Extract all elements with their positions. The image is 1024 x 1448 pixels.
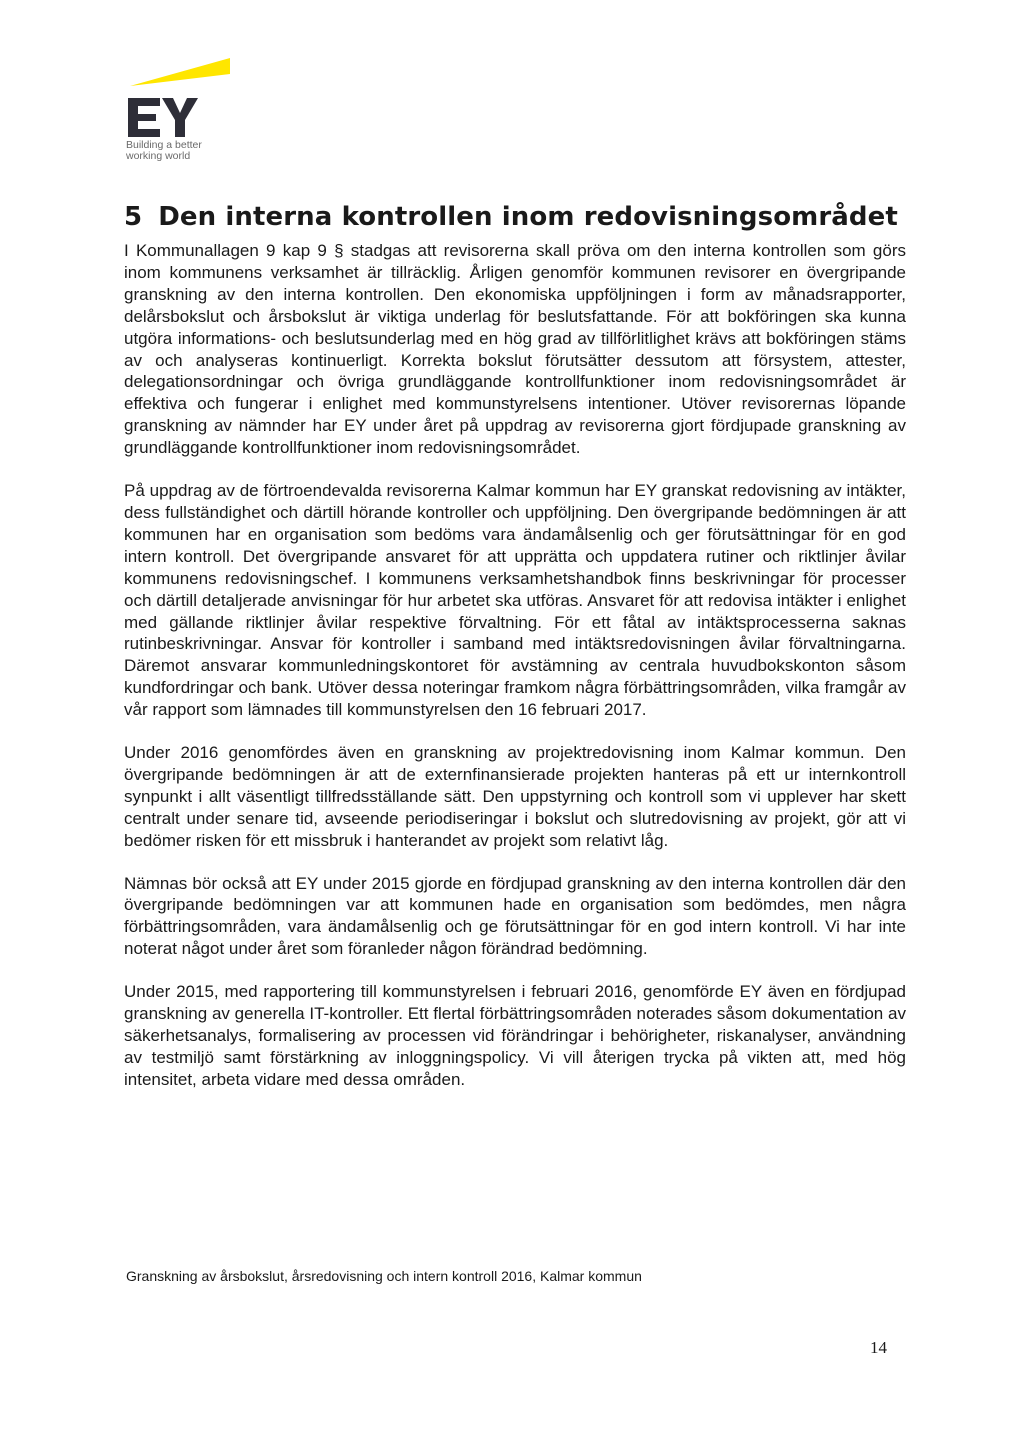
- paragraph-2: På uppdrag av de förtroendevalda revisorerna Kalmar kommun har EY granskat redovisning av intäkter, dess fullständighet och därtill hörande kontroller och uppföljning. Den övergripande bedömningen är att kommunen har en organisation som bedöms vara ändamålsenlig och ger förutsättningar för en god intern kontroll. Det övergripande ansvaret för att upprätta och uppdatera rutiner och riktlinjer åvilar kommunens redovisningschef. I kommunens verksamhetshandbok finns beskrivningar för processer och därtill detaljerade anvisningar för hur arbetet ska utföras. Ansvaret för att redovisa intäkter i enlighet med gällande riktlinjer åvilar respektive förvaltning. För ett fåtal av intäktsprocesserna saknas rutinbeskrivningar. Ansvar för kontroller i samband med intäktsredovisningen åvilar förvaltningarna. Däremot ansvarar kommunledningskontoret för avstämning av centrala huvudbokskonton såsom kundfordringar och bank. Utöver dessa noteringar framkom några förbättringsområden, vilka framgår av vår rapport som lämnades till kommunstyrelsen den 16 februari 2017.: [124, 481, 906, 720]
- logo-letter-e: [128, 98, 160, 137]
- ey-logo-graphic: [122, 52, 242, 142]
- footer-text: Granskning av årsbokslut, årsredovisning och intern kontroll 2016, Kalmar kommun: [126, 1268, 642, 1284]
- section-heading: [124, 202, 924, 232]
- paragraph-3: Under 2016 genomfördes även en granskning av projektredovisning inom Kalmar kommun. Den övergripande bedömningen är att de externfinansierade projekten hanteras på ett ur internkontroll synpunkt i allt väsentligt tillfredsställande sätt. Den uppstyrning och kontroll som vi upplever har skett centralt under senare tid, avseende periodiseringar i bokslut och slutredovisning av projekt, gör att vi bedömer risken för ett missbruk i hanterandet av projekt som relativt låg.: [124, 743, 906, 850]
- body-text: [124, 240, 906, 1112]
- section-title: Den interna kontrollen inom redovisningsområdet: [158, 202, 898, 232]
- page-number: 14: [870, 1338, 887, 1357]
- section-number: 5: [124, 202, 143, 232]
- logo-tagline: Building a better working world: [126, 139, 202, 162]
- paragraph-4: Nämnas bör också att EY under 2015 gjorde en fördjupad granskning av den interna kontrollen där den övergripande bedömningen var att kommunen hade en organisation som bedömdes, men några förbättringsområden, vara ändamålsenlig och ge förutsättningar för en god intern kontroll. Vi har inte noterat något under året som föranleder någon förändrad bedömning.: [124, 873, 906, 959]
- paragraph-5: Under 2015, med rapportering till kommunstyrelsen i februari 2016, genomförde EY även en fördjupad granskning av generella IT-kontroller. Ett flertal förbättringsområden noterades såsom dokumentation av säkerhetsanalys, formalisering av processen vid förändringar i behörigheter, riskanalyser, användning av testmiljö samt förstärkning av inloggningspolicy. Vi vill återigen trycka på vikten att, med hög intensitet, arbeta vidare med dessa områden.: [124, 982, 906, 1089]
- logo-beam: [130, 58, 230, 86]
- logo-letter-y: [162, 98, 198, 137]
- paragraph-1: I Kommunallagen 9 kap 9 § stadgas att revisorerna skall pröva om den interna kontrollen som görs inom kommunens verksamhet är tillräcklig. Årligen genomför kommunen revisorer en övergripande granskning av den interna kontrollen. Den ekonomiska uppföljningen i form av månadsrapporter, delårsbokslut och årsbokslut är viktiga underlag för beslutsfattande. För att bokföringen ska kunna utgöra informations- och beslutsunderlag med en hög grad av tillförlitlighet krävs att bokföringen stäms av och analyseras kontinuerligt. Korrekta bokslut förutsätter dessutom att försystem, attester, delegationsordningar och övriga grundläggande kontrollfunktioner inom redovisningsområdet är effektiva och fungerar i enlighet med kommunstyrelsens intentioner. Utöver revisorernas löpande granskning av nämnder har EY under året på uppdrag av revisorerna gjort fördjupade granskning av grundläggande kontrollfunktioner inom redovisningsområdet.: [124, 241, 906, 458]
